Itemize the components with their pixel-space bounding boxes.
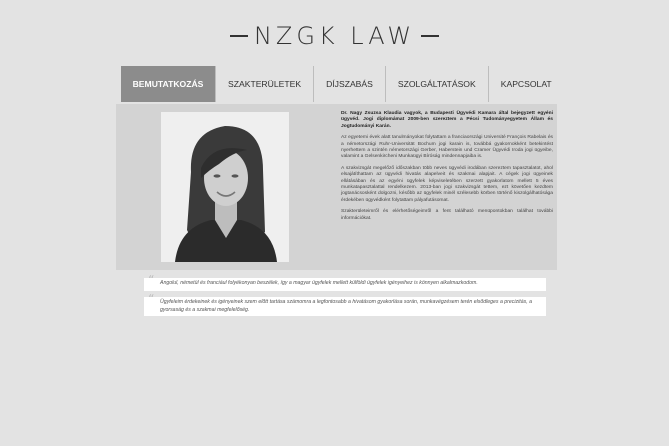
nav-item-szakteruletek[interactable]: SZAKTERÜLETEK xyxy=(215,66,313,102)
quote-text: Angolul, németül és franciául folyékonyan beszélek, így a magyar ügyfelek mellett külföldi ügyfelek igényeihez is könnyen alkalmazkodom. xyxy=(160,280,478,286)
nav-item-kapcsolat[interactable]: KAPCSOLAT xyxy=(488,66,564,102)
logo[interactable] xyxy=(0,18,669,54)
quote-clients xyxy=(144,292,546,316)
logo-left-line xyxy=(230,35,248,37)
bio-paragraph-4: Szakterületeimről és elérhetőségeimről a fent található menüpontokban találhat további információkat. xyxy=(341,209,553,221)
intro-panel xyxy=(116,104,557,270)
portrait-photo xyxy=(161,112,289,262)
bio-paragraph-2: Az egyetemi évek alatt tanulmányokat folytattam a franciaországi Université François Rabelais és a németországi Ruhr-Universität Bochum jogi karain is, továbbá gyakornokként betekintést nyerhettem a szintén németországi Gerber, Haberstein und Cramer Ügyvédi Iroda jogi ügyeibe, valamint a Gelsenkircheni Munkaügyi Bíróság mindennapjaiba is. xyxy=(341,135,553,160)
bio-text xyxy=(341,111,553,227)
quote-mark-icon: “ xyxy=(148,292,155,306)
bio-paragraph-1: Dr. Nagy Zsuzsa Klaudia vagyok, a Budapesti Ügyvédi Kamara által bejegyzett egyéni ügyvéd. Jogi diplomámat 2009-ben szereztem a Pécsi Tudományegyetem Állam és Jogtudományi Karán. xyxy=(341,111,553,129)
main-nav xyxy=(121,66,557,102)
portrait-icon xyxy=(161,112,289,262)
logo-right-line xyxy=(421,35,439,37)
quote-mark-icon: “ xyxy=(148,273,155,287)
logo-text: NZGK LAW xyxy=(253,22,416,50)
quote-text: Ügyfeleim érdekeinek és igényeinek szem előtt tartása számomra a legfontosabb a hivatásom gyakorlása során, munkavégzésem terén elsődleges a precizitás, a gyorsaság és a szakmai megfelelőség. xyxy=(160,299,532,313)
quote-languages xyxy=(144,273,546,291)
nav-item-bemutatkozas[interactable]: BEMUTATKOZÁS xyxy=(121,66,215,102)
nav-item-dijszabas[interactable]: DÍJSZABÁS xyxy=(313,66,385,102)
nav-item-szolgaltatasok[interactable]: SZOLGÁLTATÁSOK xyxy=(385,66,488,102)
bio-paragraph-3: A szakvizsgát megelőző időszakban több neves ügyvédi irodában szereztem tapasztalatot, ahol elsajátíthattam az ügyvédi hivatás alapelveit és szakmai alapjait. A cégek jogi ügyeinek ellátásában és az egyéni ügyfelek képviseletében szerzett gyakorlatom mellett 5 éves munkatapasztalattal rendelkezem. 2013-ban jogi szakvizsgát tettem, ezt követően kezdtem jogtanácsosként dolgozni, később az ügyfelek minél szélesebb körben történő kiszolgálhatósága érdekében ügyvédként folytattam pályafutásomat. xyxy=(341,166,553,203)
